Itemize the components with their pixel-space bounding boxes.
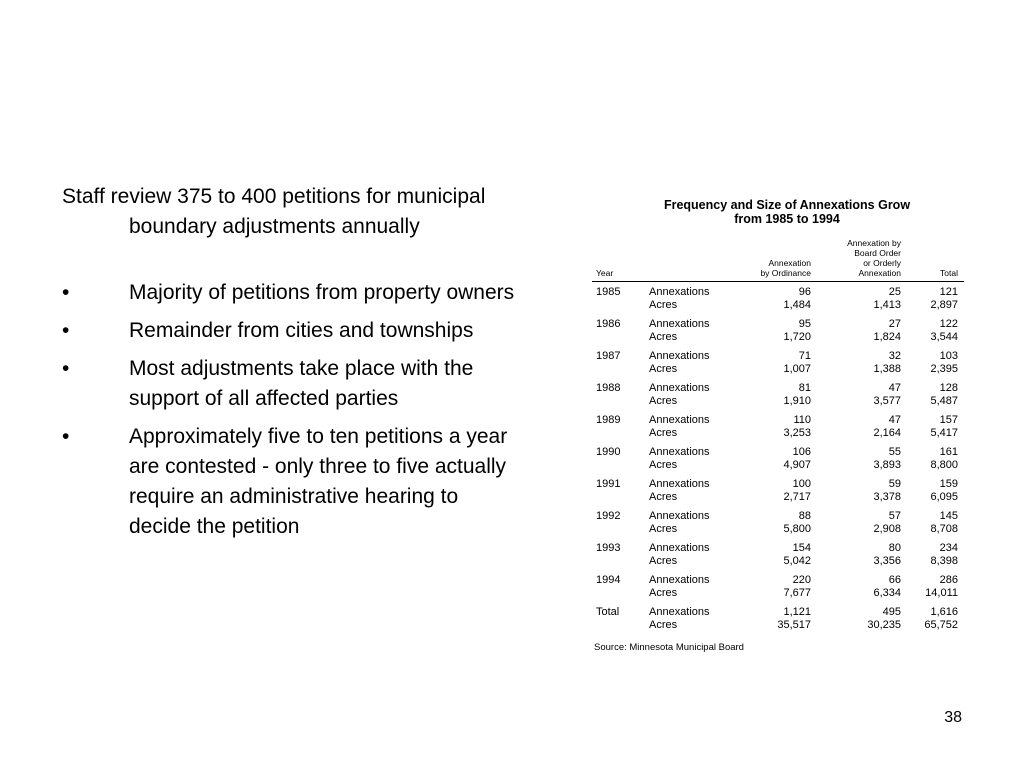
table-row bbox=[592, 574, 964, 606]
bullet-list bbox=[62, 278, 548, 542]
row-board-order-value: 55 bbox=[888, 446, 901, 458]
row-ordinance bbox=[783, 350, 811, 375]
row-ordinance bbox=[777, 606, 811, 631]
header-ordinance-line-1: Annexation bbox=[768, 258, 811, 268]
row-year-value: 1987 bbox=[596, 350, 621, 362]
row-board-order-value: 6,334 bbox=[873, 586, 901, 599]
row-labels-value: Annexations bbox=[649, 478, 710, 490]
row-total-value: 159 bbox=[939, 478, 958, 490]
row-year bbox=[596, 414, 620, 427]
row-total-value: 2,897 bbox=[930, 298, 958, 311]
bullet-item bbox=[62, 354, 548, 414]
row-board-order-value: 2,908 bbox=[873, 522, 901, 535]
header-rule bbox=[592, 281, 964, 282]
bullet-text-line: Remainder from cities and townships bbox=[129, 319, 474, 342]
header-total bbox=[940, 268, 958, 278]
intro-paragraph bbox=[62, 182, 548, 242]
table-row bbox=[592, 446, 964, 478]
row-board-order-value: 3,893 bbox=[873, 458, 901, 471]
row-ordinance-value: 1,910 bbox=[783, 394, 811, 407]
row-year-value: 1989 bbox=[596, 414, 621, 426]
row-total bbox=[930, 478, 958, 503]
row-total-value: 128 bbox=[939, 382, 958, 394]
row-total-value: 3,544 bbox=[930, 330, 958, 343]
row-total-value: 65,752 bbox=[924, 618, 958, 631]
row-total bbox=[930, 510, 958, 535]
row-year bbox=[596, 478, 620, 491]
row-ordinance bbox=[783, 446, 811, 471]
row-total bbox=[930, 414, 958, 439]
row-total-value: 103 bbox=[939, 350, 958, 362]
row-board-order-value: 57 bbox=[888, 510, 901, 522]
row-total-value: 6,095 bbox=[930, 490, 958, 503]
row-total bbox=[930, 350, 958, 375]
bullet-text-line: require an administrative hearing to bbox=[129, 485, 459, 508]
row-total bbox=[930, 542, 958, 567]
bullet-marker: • bbox=[62, 319, 70, 342]
row-labels-value: Annexations bbox=[649, 606, 710, 618]
table-body bbox=[592, 286, 964, 638]
row-labels-value: Acres bbox=[649, 490, 678, 503]
table-row bbox=[592, 510, 964, 542]
row-total-value: 121 bbox=[939, 286, 958, 298]
bullet-text-line: Approximately five to ten petitions a year bbox=[129, 425, 508, 448]
row-labels-value: Annexations bbox=[649, 542, 710, 554]
row-board-order-value: 495 bbox=[882, 606, 901, 618]
row-year-value: 1990 bbox=[596, 446, 621, 458]
bullet-item bbox=[62, 422, 548, 542]
row-labels-value: Annexations bbox=[649, 414, 710, 426]
row-total bbox=[924, 606, 958, 631]
row-ordinance-value: 154 bbox=[792, 542, 811, 554]
row-board-order-value: 47 bbox=[888, 414, 901, 426]
row-board-order-value: 1,413 bbox=[873, 298, 901, 311]
row-board-order-value: 59 bbox=[888, 478, 901, 490]
row-labels-value: Annexations bbox=[649, 446, 710, 458]
row-board-order bbox=[873, 350, 901, 375]
header-board-order bbox=[847, 238, 901, 278]
bullet-marker: • bbox=[62, 425, 70, 448]
row-total-value: 5,487 bbox=[930, 394, 958, 407]
row-total-value: 1,616 bbox=[930, 606, 958, 618]
table-row bbox=[592, 318, 964, 350]
header-board-line-4: Annexation bbox=[858, 268, 901, 278]
row-total-value: 161 bbox=[939, 446, 958, 458]
row-ordinance-value: 2,717 bbox=[783, 490, 811, 503]
row-labels bbox=[649, 382, 710, 407]
row-ordinance-value: 3,253 bbox=[783, 426, 811, 439]
row-labels-value: Acres bbox=[649, 586, 678, 599]
header-year bbox=[596, 268, 613, 278]
table-title bbox=[592, 198, 964, 226]
row-ordinance-value: 96 bbox=[798, 286, 811, 298]
header-year-label: Year bbox=[596, 268, 614, 278]
row-labels bbox=[649, 478, 710, 503]
row-labels bbox=[649, 286, 710, 311]
slide-text-column bbox=[62, 182, 548, 550]
header-board-line-1: Annexation by bbox=[847, 238, 901, 248]
row-board-order bbox=[867, 606, 901, 631]
row-total-value: 122 bbox=[939, 318, 958, 330]
row-year-value: 1986 bbox=[596, 318, 621, 330]
row-year-value: 1991 bbox=[596, 478, 621, 490]
row-ordinance-value: 81 bbox=[798, 382, 811, 394]
header-total-label: Total bbox=[940, 268, 958, 278]
row-ordinance bbox=[783, 414, 811, 439]
row-total-value: 2,395 bbox=[930, 362, 958, 375]
table-row bbox=[592, 542, 964, 574]
row-year-value: 1993 bbox=[596, 542, 621, 554]
row-total-value: 234 bbox=[939, 542, 958, 554]
row-labels-value: Annexations bbox=[649, 510, 710, 522]
row-labels-value: Acres bbox=[649, 426, 678, 439]
row-board-order-value: 80 bbox=[888, 542, 901, 554]
row-total-value: 8,708 bbox=[930, 522, 958, 535]
table-source: Source: Minnesota Municipal Board bbox=[594, 642, 744, 653]
bullet-text-line: Most adjustments take place with the bbox=[129, 357, 474, 380]
row-year-value: Total bbox=[596, 606, 620, 618]
row-ordinance-value: 71 bbox=[798, 350, 811, 362]
row-ordinance bbox=[783, 382, 811, 407]
row-total bbox=[930, 382, 958, 407]
row-ordinance bbox=[783, 318, 811, 343]
row-labels bbox=[649, 446, 710, 471]
row-labels-value: Annexations bbox=[649, 574, 710, 586]
row-ordinance bbox=[783, 478, 811, 503]
row-board-order-value: 2,164 bbox=[873, 426, 901, 439]
row-ordinance-value: 35,517 bbox=[777, 618, 811, 631]
row-ordinance-value: 1,007 bbox=[783, 362, 811, 375]
row-year-value: 1994 bbox=[596, 574, 621, 586]
row-board-order-value: 27 bbox=[888, 318, 901, 330]
row-ordinance-value: 1,484 bbox=[783, 298, 811, 311]
header-ordinance-line-2: by Ordinance bbox=[760, 268, 811, 278]
row-ordinance-value: 220 bbox=[792, 574, 811, 586]
intro-line-1: Staff review 375 to 400 petitions for municipal bbox=[62, 185, 486, 208]
row-total-value: 8,800 bbox=[930, 458, 958, 471]
row-year bbox=[596, 318, 620, 331]
row-board-order-value: 30,235 bbox=[867, 618, 901, 631]
bullet-marker: • bbox=[62, 357, 70, 380]
row-board-order-value: 25 bbox=[888, 286, 901, 298]
row-board-order bbox=[873, 478, 901, 503]
bullet-text-line: are contested - only three to five actually bbox=[129, 455, 507, 478]
row-board-order-value: 66 bbox=[888, 574, 901, 586]
bullet-item bbox=[62, 316, 548, 346]
row-board-order-value: 32 bbox=[888, 350, 901, 362]
table-row bbox=[592, 350, 964, 382]
table-row bbox=[592, 414, 964, 446]
row-board-order-value: 1,824 bbox=[873, 330, 901, 343]
row-board-order bbox=[873, 446, 901, 471]
row-board-order bbox=[873, 382, 901, 407]
row-ordinance bbox=[783, 510, 811, 535]
row-labels bbox=[649, 574, 710, 599]
header-board-line-2: Board Order bbox=[854, 248, 901, 258]
table-header bbox=[592, 234, 964, 278]
header-board-line-3: or Orderly bbox=[863, 258, 901, 268]
row-ordinance-value: 100 bbox=[792, 478, 811, 490]
row-labels-value: Acres bbox=[649, 330, 678, 343]
row-labels-value: Annexations bbox=[649, 318, 710, 330]
row-year bbox=[596, 350, 620, 363]
row-labels bbox=[649, 318, 710, 343]
row-year bbox=[596, 446, 620, 459]
row-ordinance-value: 1,720 bbox=[783, 330, 811, 343]
row-ordinance-value: 95 bbox=[798, 318, 811, 330]
row-ordinance bbox=[783, 286, 811, 311]
row-labels-value: Acres bbox=[649, 554, 678, 567]
bullet-item bbox=[62, 278, 548, 308]
annexation-table bbox=[592, 198, 964, 653]
row-year bbox=[596, 606, 619, 619]
row-year bbox=[596, 286, 620, 299]
row-labels bbox=[649, 606, 710, 631]
intro-line-2: boundary adjustments annually bbox=[129, 215, 420, 238]
row-year-value: 1992 bbox=[596, 510, 621, 522]
bullet-text-line: decide the petition bbox=[129, 515, 300, 538]
row-ordinance-value: 5,800 bbox=[783, 522, 811, 535]
row-year-value: 1985 bbox=[596, 286, 621, 298]
row-labels bbox=[649, 542, 710, 567]
row-labels bbox=[649, 350, 710, 375]
table-row bbox=[592, 478, 964, 510]
row-year bbox=[596, 382, 620, 395]
row-labels-value: Acres bbox=[649, 522, 678, 535]
row-year bbox=[596, 574, 620, 587]
row-labels-value: Acres bbox=[649, 298, 678, 311]
row-labels bbox=[649, 510, 710, 535]
row-total-value: 14,011 bbox=[925, 586, 958, 599]
row-year bbox=[596, 542, 620, 555]
bullet-text-line: Majority of petitions from property owners bbox=[129, 281, 515, 304]
row-total-value: 8,398 bbox=[930, 554, 958, 567]
row-labels-value: Annexations bbox=[649, 286, 710, 298]
row-total-value: 286 bbox=[939, 574, 958, 586]
row-board-order bbox=[873, 542, 901, 567]
row-total bbox=[930, 446, 958, 471]
row-ordinance bbox=[783, 542, 811, 567]
row-board-order bbox=[873, 574, 901, 599]
row-board-order bbox=[873, 414, 901, 439]
row-total bbox=[930, 318, 958, 343]
table-row bbox=[592, 606, 964, 638]
row-labels-value: Acres bbox=[649, 394, 678, 407]
page-number: 38 bbox=[944, 709, 962, 726]
row-total-value: 157 bbox=[939, 414, 958, 426]
row-ordinance-value: 1,121 bbox=[783, 606, 811, 618]
row-ordinance-value: 4,907 bbox=[783, 458, 811, 471]
row-labels-value: Annexations bbox=[649, 382, 710, 394]
row-labels-value: Acres bbox=[649, 362, 678, 375]
table-title-line-2: from 1985 to 1994 bbox=[734, 212, 840, 226]
row-board-order-value: 3,356 bbox=[873, 554, 901, 567]
row-total-value: 145 bbox=[939, 510, 958, 522]
table-row bbox=[592, 382, 964, 414]
row-ordinance-value: 88 bbox=[798, 510, 811, 522]
table-row bbox=[592, 286, 964, 318]
row-board-order bbox=[873, 318, 901, 343]
row-labels-value: Acres bbox=[649, 618, 678, 631]
row-board-order-value: 3,577 bbox=[873, 394, 901, 407]
row-labels-value: Annexations bbox=[649, 350, 710, 362]
row-labels-value: Acres bbox=[649, 458, 678, 471]
row-board-order bbox=[873, 286, 901, 311]
row-board-order-value: 3,378 bbox=[873, 490, 901, 503]
row-year bbox=[596, 510, 620, 523]
table-title-line-1: Frequency and Size of Annexations Grow bbox=[663, 198, 911, 212]
row-total-value: 5,417 bbox=[930, 426, 958, 439]
row-board-order bbox=[873, 510, 901, 535]
row-board-order-value: 47 bbox=[888, 382, 901, 394]
row-year-value: 1988 bbox=[596, 382, 621, 394]
row-ordinance-value: 110 bbox=[793, 414, 811, 426]
row-ordinance-value: 106 bbox=[792, 446, 811, 458]
bullet-text-line: support of all affected parties bbox=[129, 387, 399, 410]
row-ordinance bbox=[783, 574, 811, 599]
bullet-marker: • bbox=[62, 281, 70, 304]
row-total bbox=[930, 286, 958, 311]
header-ordinance bbox=[760, 258, 811, 278]
row-total bbox=[925, 574, 958, 599]
row-board-order-value: 1,388 bbox=[873, 362, 901, 375]
row-ordinance-value: 7,677 bbox=[783, 586, 811, 599]
row-labels bbox=[649, 414, 710, 439]
row-ordinance-value: 5,042 bbox=[783, 554, 811, 567]
